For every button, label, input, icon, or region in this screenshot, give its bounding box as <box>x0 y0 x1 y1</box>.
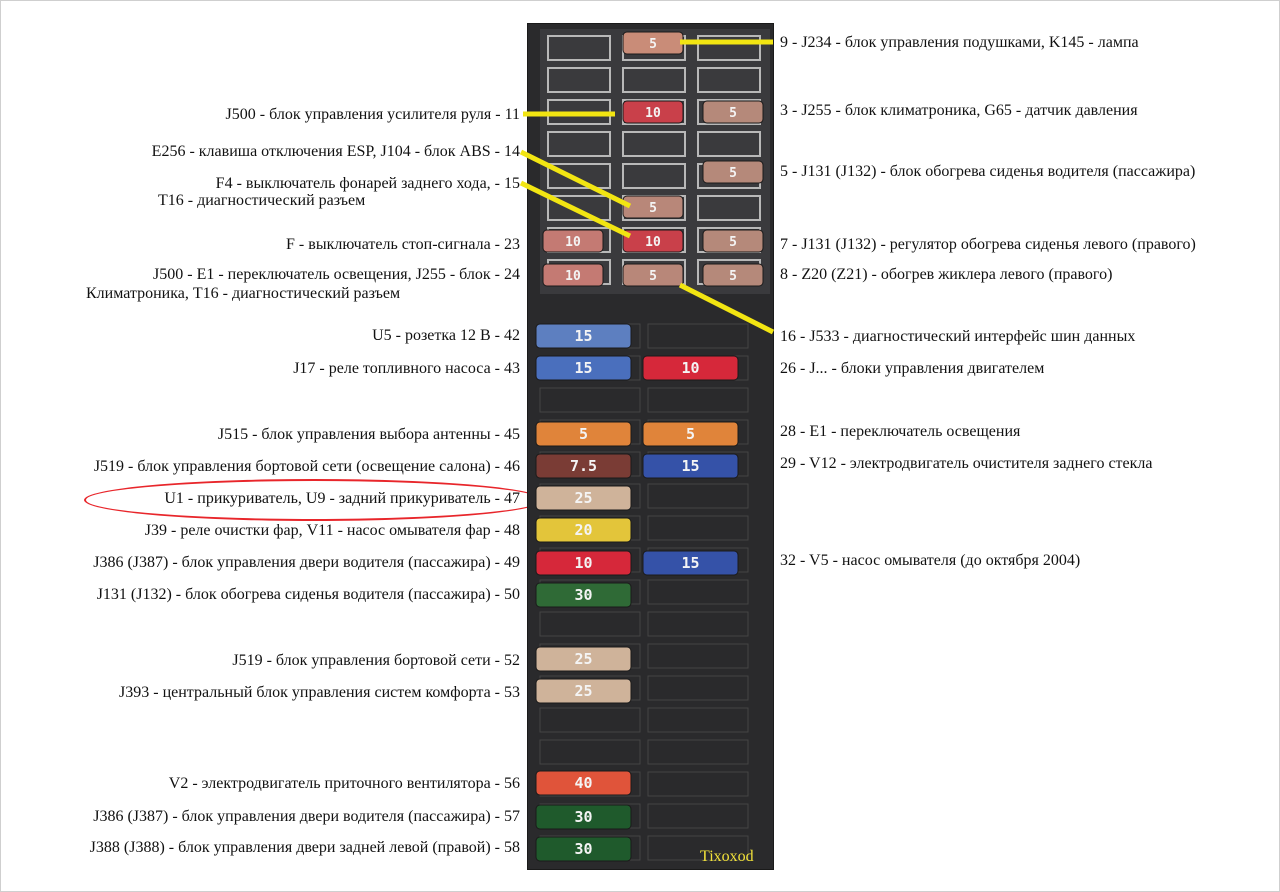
watermark: Tixoxod <box>700 848 754 865</box>
fuse-rating: 5 <box>649 37 657 52</box>
right-label-7: 7 - J131 (J132) - регулятор обогрева сиденья левого (правого) <box>780 236 1196 253</box>
left-label-56: V2 - электродвигатель приточного вентилятора - 56 <box>168 775 520 792</box>
right-label-32: 32 - V5 - насос омывателя (до октября 2004) <box>780 552 1081 569</box>
fuse-rating: 30 <box>574 840 593 858</box>
fuse-rating: 25 <box>574 682 593 700</box>
fuse-rating: 10 <box>565 269 581 284</box>
pointer-14 <box>521 152 630 206</box>
fuse-rating: 5 <box>729 269 737 284</box>
fuse-rating: 5 <box>685 425 696 443</box>
left-label-42: U5 - розетка 12 В - 42 <box>372 327 520 344</box>
fuse-rating: 5 <box>729 166 737 181</box>
fuse-rating: 15 <box>681 554 700 572</box>
fuse-rating: 5 <box>729 106 737 121</box>
right-label-8: 8 - Z20 (Z21) - обогрев жиклера левого (правого) <box>780 266 1113 283</box>
right-label-5: 5 - J131 (J132) - блок обогрева сиденья водителя (пассажира) <box>780 163 1196 180</box>
fuse-rating: 30 <box>574 808 593 826</box>
left-label-15b: T16 - диагностический разъем <box>158 192 366 209</box>
left-label-14: E256 - клавиша отключения ESP, J104 - блок ABS - 14 <box>151 143 520 160</box>
fuse-rating: 20 <box>574 521 593 539</box>
fuse-rating: 5 <box>729 235 737 250</box>
fuse-rating: 10 <box>681 359 700 377</box>
left-label-49: J386 (J387) - блок управления двери водителя (пассажира) - 49 <box>93 554 520 571</box>
right-label-16: 16 - J533 - диагностический интерфейс шин данных <box>780 328 1136 345</box>
left-label-11: J500 - блок управления усилителя руля - 11 <box>225 106 520 123</box>
fuse-rating: 15 <box>574 327 593 345</box>
right-label-29: 29 - V12 - электродвигатель очистителя заднего стекла <box>780 455 1153 472</box>
left-label-53: J393 - центральный блок управления систем комфорта - 53 <box>119 684 520 701</box>
right-label-9: 9 - J234 - блок управления подушками, K145 - лампа <box>780 34 1139 51</box>
fuse-rating: 5 <box>649 269 657 284</box>
left-label-52: J519 - блок управления бортовой сети - 52 <box>232 652 520 669</box>
left-label-46: J519 - блок управления бортовой сети (освещение салона) - 46 <box>93 458 520 475</box>
fuse-rating: 7.5 <box>569 457 598 475</box>
left-label-58: J388 (J388) - блок управления двери задней левой (правой) - 58 <box>89 839 520 856</box>
fuse-rating: 10 <box>645 106 661 121</box>
fuse-rating: 10 <box>574 554 593 572</box>
left-label-15: F4 - выключатель фонарей заднего хода, - 15 <box>215 175 520 192</box>
left-label-24: J500 - E1 - переключатель освещения, J255 - блок - 24 <box>153 266 520 283</box>
left-label-57: J386 (J387) - блок управления двери водителя (пассажира) - 57 <box>93 808 520 825</box>
right-label-28: 28 - E1 - переключатель освещения <box>780 423 1021 440</box>
fuse-rating: 40 <box>574 774 593 792</box>
right-label-3: 3 - J255 - блок климатроника, G65 - датчик давления <box>780 102 1138 119</box>
left-label-24b: Климатроника, T16 - диагностический разъем <box>86 285 401 302</box>
left-label-43: J17 - реле топливного насоса - 43 <box>293 360 520 377</box>
fuse-rating: 10 <box>645 235 661 250</box>
fuse-rating: 10 <box>565 235 581 250</box>
pointer-16 <box>680 285 773 332</box>
left-label-47: U1 - прикуриватель, U9 - задний прикуриватель - 47 <box>164 490 520 507</box>
fuse-rating: 5 <box>649 201 657 216</box>
left-label-50: J131 (J132) - блок обогрева сиденья водителя (пассажира) - 50 <box>96 586 520 603</box>
left-label-45: J515 - блок управления выбора антенны - 45 <box>217 426 520 443</box>
fuse-rating: 25 <box>574 489 593 507</box>
fuse-rating: 5 <box>578 425 589 443</box>
left-label-48: J39 - реле очистки фар, V11 - насос омывателя фар - 48 <box>144 522 520 539</box>
fuse-rating: 15 <box>574 359 593 377</box>
right-label-26: 26 - J... - блоки управления двигателем <box>780 360 1045 377</box>
fuse-rating: 15 <box>681 457 700 475</box>
fuse-rating: 25 <box>574 650 593 668</box>
left-label-23: F - выключатель стоп-сигнала - 23 <box>286 236 520 253</box>
fuse-rating: 30 <box>574 586 593 604</box>
pointer-15 <box>521 183 630 236</box>
